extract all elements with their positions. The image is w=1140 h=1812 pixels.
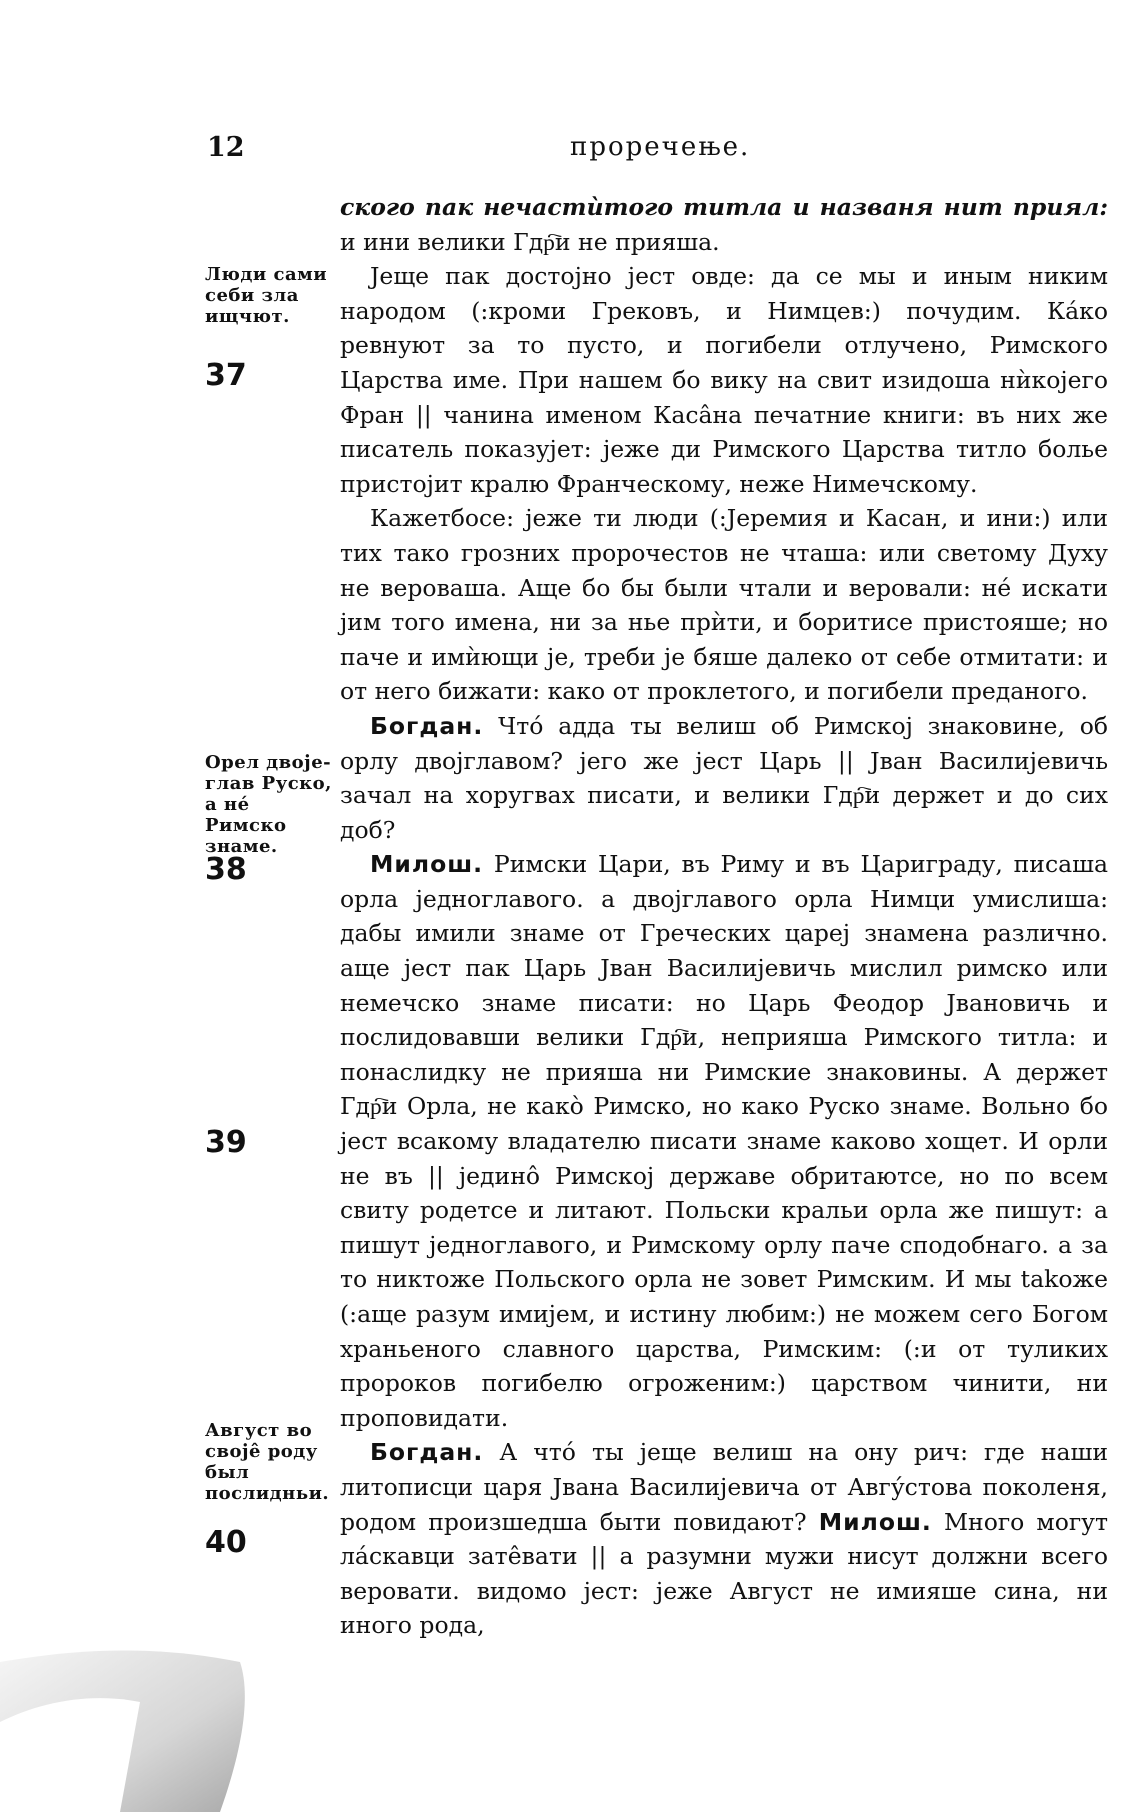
paragraph-3-text: Кажетбосе: јеже ти люди (:Јеремия и Касан, и ини:) или тих тако грозних пророчестов не чташа: или светому Духу не вероваша. Аще бо бы были чтали и вероʙали: не́ искати јим того имена, ни за нье прѝти, и боритисе пристояше; но паче и имѝющи је, треби је бяше далеко от себе отмитати: и от него бижати: како от проклетого, и погибели преданого. [340,504,1108,706]
paragraph-5-text: Римски Цари, въ Риму и въ Цариграду, писаша орла једноглавого. а двојглавого орла Нимци умислиша: дабы имили знаме от Греческих царej знамена различно. аще јест пак Царь Јван Василијевичь мислил римско или немечско знаме писати: но Царь Феодор Јвановичь и послидовавши велики Гдр҇и, неприяша Римского титла: и понаслидку не прияша ни Римские знаковины. А держет Гдр҇и Орла, не како̀ Римско, но како Руско знаме. Вольно бо јест всакому владателю писати знаме каково хощет. И орли не въ || једино̂ Римској державе обритаютсе, но по всем свиту родетсе и литают. Польски кральи орла же пишут: а пишут једноглавого, и Римскому орлу паче сподобнаго. а за то никтоже Польского орла не зовет Римским. И мы takоже (:аще разум имијем, и истину любим:) не можем сего Богом храньеного славного царства, Римским: (:и от туликих пророков погибелю огроженим:) царством чинити, ни проповидати. [340,850,1108,1432]
verse-number-39: 39 [205,1125,247,1160]
paragraph-6-text-a: А что́ ты јеще велиш на ону рич: где наши литописци царя Јвана Василијевича от Авгу́стова поколеня, родом произшедша быти повидают? [340,1438,1108,1536]
paragraph-2 [340,259,1108,501]
paragraph-6-text-b: Много могут ла́скавци зате̂вати || а разумни мужи нисут должни всего вероʙати. видомо јест: јеже Август не имияше сина, ни иного рода, [340,1507,1108,1640]
verse-number-37: 37 [205,358,247,393]
margin-gloss-2: Орел двоје-глав Руско, а не́ Римско знаме. [205,752,332,857]
body-text [340,190,1108,1643]
page-corner-fold [0,1632,360,1812]
margin-gloss-1: Люди сами себи зла ищчют. [205,264,328,327]
page-number: 12 [207,132,245,163]
running-title: проречење. [570,132,751,162]
margin-gloss-3: Август во своје̂ роду был послидньи. [205,1420,330,1504]
speaker-bogdan: Богдан. [370,711,484,740]
paragraph-3 [340,501,1108,709]
paragraph-4-text: Что́ адда ты велиш об Римској знаковине, об орлу двојглавом? јего же јест Царь || Јван Василијевичь зачал на хоругвах писати, и велики Гдр҇и держет и до сих доб? [340,711,1108,844]
paragraph-6 [340,1435,1108,1643]
speaker-milosh-2: Милош. [818,1507,932,1536]
paragraph-2-text: Јеще пак достојно јест овде: да се мы и иным никим народом (:кроми Грековъ, и Нимцев:) почудим. Ка́ко ревнуют за то пусто, и погибели отлучено, Римского Царства име. При нашем бо вику на свит изидоша нѝкојего Фран || чанина именом Каса̂на печатние книги: въ них же писатель показујет: јеже ди Римского Царства титло болье пристојит кралю Франческому, неже Нимечскому. [340,262,1108,498]
paragraph-1-italic: ского пак нечастѝтого титла и названя нит приял: [340,193,1108,221]
paragraph-1-rest: и ини велики Гдр҇и не прияша. [340,227,720,256]
speaker-bogdan-2: Богдан. [370,1438,484,1467]
verse-number-38: 38 [205,852,247,887]
paragraph-5 [340,847,1108,1435]
speaker-milosh: Милош. [370,850,484,879]
paragraph-1 [340,190,1108,259]
paragraph-4 [340,709,1108,847]
verse-number-40: 40 [205,1525,247,1560]
